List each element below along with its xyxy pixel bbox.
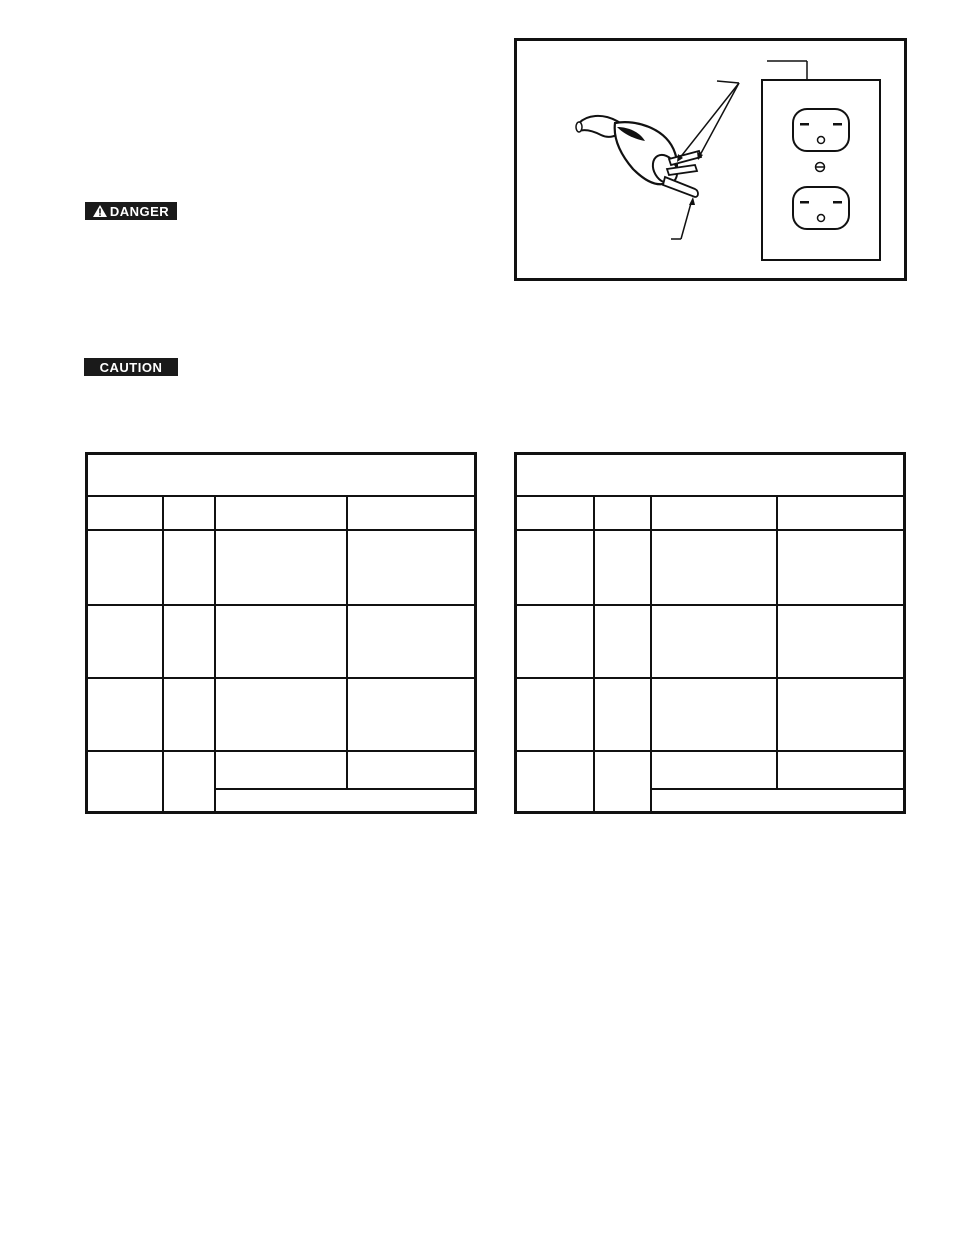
table-row-divider	[517, 750, 903, 752]
table-column-divider	[214, 495, 216, 811]
grounded-plug-illustration	[517, 41, 904, 278]
caution-badge	[84, 358, 178, 376]
warning-triangle-icon	[93, 205, 107, 217]
table-header-divider	[517, 495, 903, 497]
extension-cord-table-left	[85, 452, 477, 814]
danger-badge	[85, 202, 177, 220]
danger-label: DANGER	[109, 203, 170, 219]
table-column-divider	[593, 495, 595, 811]
table-row-divider	[88, 604, 474, 606]
plug-outlet-figure	[514, 38, 907, 281]
table-column-divider	[346, 495, 348, 790]
table-column-divider	[650, 495, 652, 811]
extension-cord-table-right	[514, 452, 906, 814]
table-row-divider	[215, 788, 474, 790]
table-column-divider	[776, 495, 778, 788]
table-row-divider	[88, 750, 474, 752]
table-row-divider	[88, 677, 474, 679]
table-row-divider	[88, 529, 474, 531]
table-row-divider	[517, 677, 903, 679]
table-column-divider	[162, 495, 164, 811]
table-row-divider	[517, 604, 903, 606]
table-row-divider	[517, 529, 903, 531]
table-header-divider	[88, 495, 474, 497]
table-row-divider	[651, 788, 903, 790]
caution-label: CAUTION	[99, 359, 163, 375]
